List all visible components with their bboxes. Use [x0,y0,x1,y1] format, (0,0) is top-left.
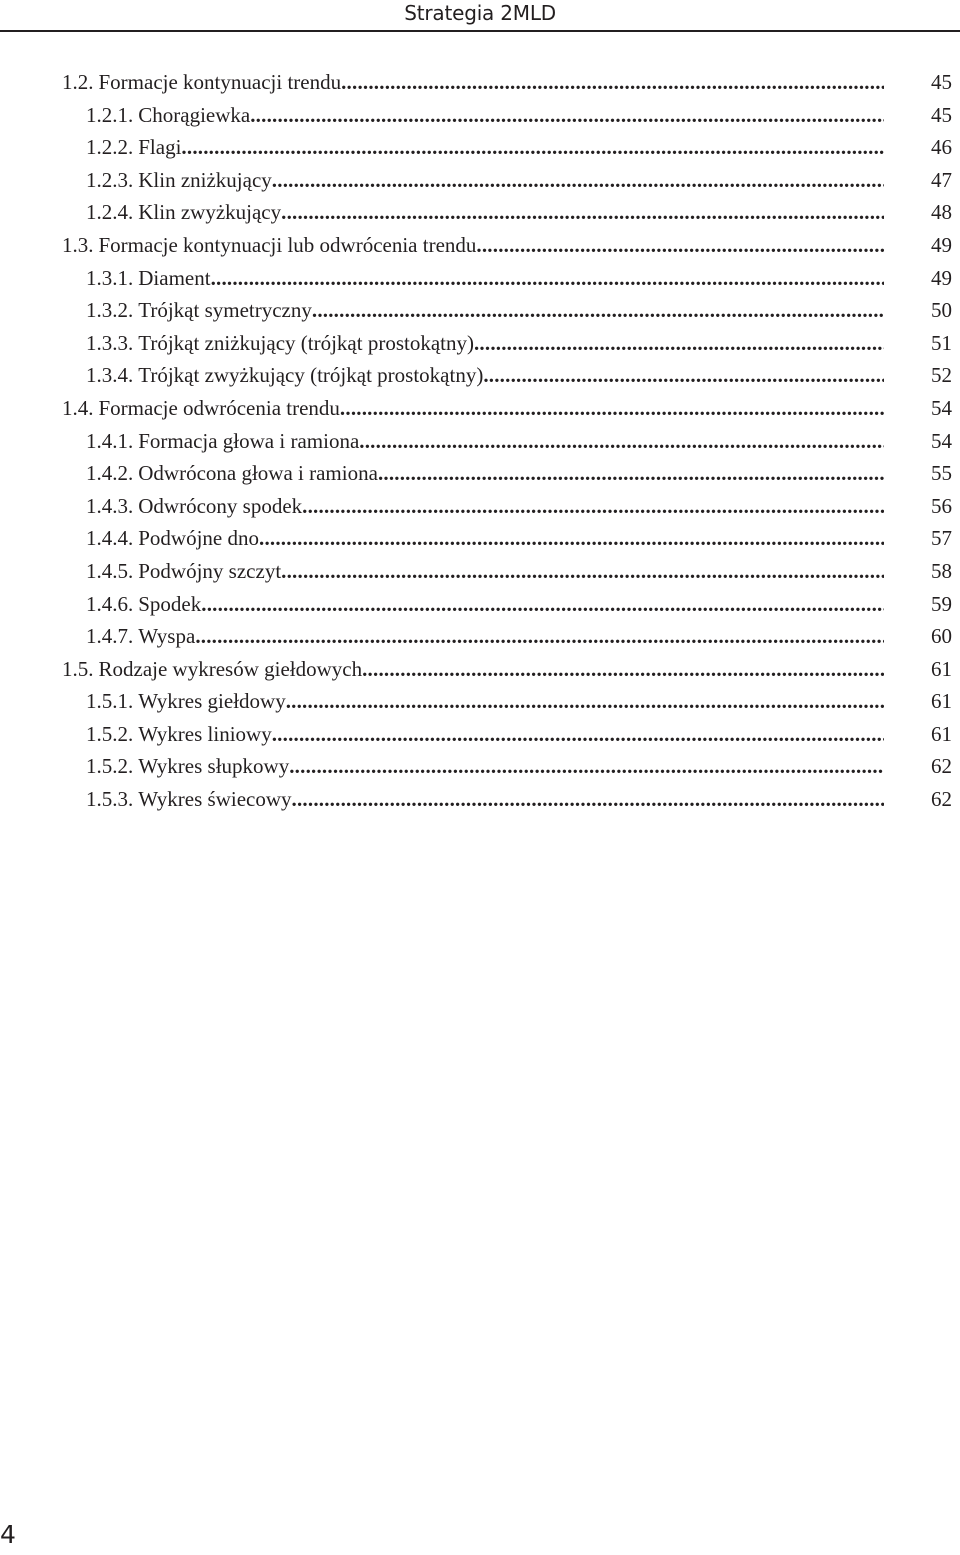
toc-section-number: 1.2.2. [86,135,134,160]
toc-dot-leader [250,99,884,132]
toc-section-title: Odwrócony spodek [138,493,303,518]
toc-section-title: Wykres liniowy [138,721,272,746]
toc-section-number: 1.3. [62,232,94,257]
toc-dot-leader [378,457,884,490]
toc-section-number: 1.5.1. [86,689,134,714]
toc-section-number: 1.4.6. [86,591,134,616]
toc-section-number: 1.4. [62,395,94,420]
toc-dot-leader [281,196,884,229]
toc-entry [86,620,884,653]
toc-page-number: 61 [931,656,952,681]
toc-section-title: Formacje kontynuacji trendu [98,70,342,94]
toc-page-number: 49 [931,265,952,290]
toc-page-number: 61 [931,721,952,746]
toc-dot-leader [302,490,884,523]
toc-section-title: Klin zniżkujący [138,167,272,192]
toc-dot-leader [272,164,884,197]
toc-entry [86,425,884,458]
toc-row [62,327,956,360]
toc-entry [86,327,884,360]
toc-dot-leader [272,718,884,751]
toc-section-title: Podwójny szczyt [138,558,282,583]
toc-row [62,750,956,783]
toc-row [62,66,956,99]
toc-entry [86,359,884,392]
toc-entry [86,783,884,816]
toc-section-number: 1.4.5. [86,558,134,583]
toc-section-title: Trójkąt zniżkujący (trójkąt prostokątny) [138,330,474,355]
toc-section-number: 1.4.7. [86,624,134,649]
toc-entry [62,66,884,99]
toc-section-title: Formacje kontynuacji lub odwrócenia trendu [98,232,477,257]
toc-section-title: Odwrócona głowa i ramiona [138,461,378,486]
toc-section-number: 1.3.3. [86,330,134,355]
toc-dot-leader [362,653,884,686]
toc-section-title: Diament [138,265,211,290]
toc-section-number: 1.5.2. [86,721,134,746]
toc-section-title: Formacja głowa i ramiona [138,428,360,453]
toc-row [62,131,956,164]
toc-section-title: Wykres słupkowy [138,754,290,779]
toc-dot-leader [181,131,884,164]
toc-dot-leader [476,229,884,262]
toc-entry [86,555,884,588]
toc-page-number: 62 [931,787,952,812]
toc-entry [86,718,884,751]
toc-entry [86,685,884,718]
toc-section-title: Klin zwyżkujący [138,200,282,225]
toc-entry [86,588,884,621]
toc-entry [86,99,884,132]
toc-row [62,685,956,718]
toc-row [62,718,956,751]
toc-entry [86,164,884,197]
toc-row [62,262,956,295]
toc-section-title: Trójkąt symetryczny [138,298,312,323]
toc-section-title: Formacje odwrócenia trendu [98,395,340,420]
running-header-title: Strategia 2MLD [404,1,556,25]
toc-page-number: 45 [931,70,952,94]
toc-entry [62,392,884,425]
toc-row [62,164,956,197]
toc-section-number: 1.2. [62,70,94,94]
toc-section-number: 1.4.1. [86,428,134,453]
toc-section-title: Chorągiewka [138,102,251,127]
toc-page-number: 50 [931,298,952,323]
toc-entry [62,653,884,686]
toc-section-number: 1.5.3. [86,787,134,812]
toc-row [62,653,956,686]
toc-section-title: Wykres giełdowy [138,689,286,714]
toc-page-number: 62 [931,754,952,779]
toc-dot-leader [340,392,884,425]
toc-dot-leader [201,588,884,621]
toc-section-number: 1.5. [62,656,94,681]
toc-section-number: 1.2.4. [86,200,134,225]
toc-section-number: 1.3.4. [86,363,134,388]
toc-entry [86,131,884,164]
toc-section-number: 1.3.2. [86,298,134,323]
toc-page-number: 54 [931,395,952,420]
toc-row [62,490,956,523]
toc-section-number: 1.2.3. [86,167,134,192]
toc-section-number: 1.2.1. [86,102,134,127]
toc-page-number: 54 [931,428,952,453]
toc-entry [62,229,884,262]
toc-dot-leader [259,522,884,555]
toc-section-title: Spodek [138,591,202,616]
running-header [0,0,960,32]
toc-dot-leader [359,425,884,458]
toc-dot-leader [289,750,884,783]
toc-section-number: 1.4.4. [86,526,134,551]
toc-row [62,588,956,621]
toc-row [62,555,956,588]
toc-row [62,99,956,132]
toc-dot-leader [281,555,884,588]
toc-section-title: Wyspa [138,624,196,649]
table-of-contents [62,66,956,816]
toc-page-number: 60 [931,624,952,649]
toc-page-number: 47 [931,167,952,192]
toc-page-number: 61 [931,689,952,714]
toc-entry [86,522,884,555]
toc-row [62,392,956,425]
toc-section-number: 1.3.1. [86,265,134,290]
toc-entry [86,262,884,295]
toc-dot-leader [195,620,884,653]
toc-page-number: 58 [931,558,952,583]
toc-section-title: Podwójne dno [138,526,259,551]
toc-dot-leader [211,262,884,295]
toc-entry [86,457,884,490]
toc-row [62,229,956,262]
toc-dot-leader [312,294,884,327]
toc-page-number: 45 [931,102,952,127]
toc-page-number: 49 [931,232,952,257]
toc-section-number: 1.4.2. [86,461,134,486]
toc-page-number: 55 [931,461,952,486]
toc-section-title: Flagi [138,135,182,160]
toc-page-number: 51 [931,330,952,355]
toc-row [62,425,956,458]
toc-dot-leader [286,685,884,718]
toc-row [62,196,956,229]
toc-page-number: 56 [931,493,952,518]
toc-entry [86,490,884,523]
toc-row [62,294,956,327]
toc-page-number: 57 [931,526,952,551]
toc-page-number: 52 [931,363,952,388]
toc-dot-leader [483,359,884,392]
toc-section-title: Rodzaje wykresów giełdowych [98,656,363,681]
toc-dot-leader [474,327,884,360]
toc-dot-leader [341,66,884,99]
toc-entry [86,750,884,783]
toc-entry [86,294,884,327]
toc-page-number: 46 [931,135,952,160]
toc-page-number: 48 [931,200,952,225]
toc-entry [86,196,884,229]
toc-page-number: 59 [931,591,952,616]
toc-row [62,359,956,392]
toc-section-title: Trójkąt zwyżkujący (trójkąt prostokątny) [138,363,484,388]
toc-row [62,522,956,555]
toc-section-number: 1.4.3. [86,493,134,518]
toc-row [62,783,956,816]
toc-row [62,457,956,490]
toc-section-number: 1.5.2. [86,754,134,779]
toc-row [62,620,956,653]
toc-dot-leader [292,783,884,816]
page-number: 4 [0,1520,16,1549]
toc-section-title: Wykres świecowy [138,787,292,812]
